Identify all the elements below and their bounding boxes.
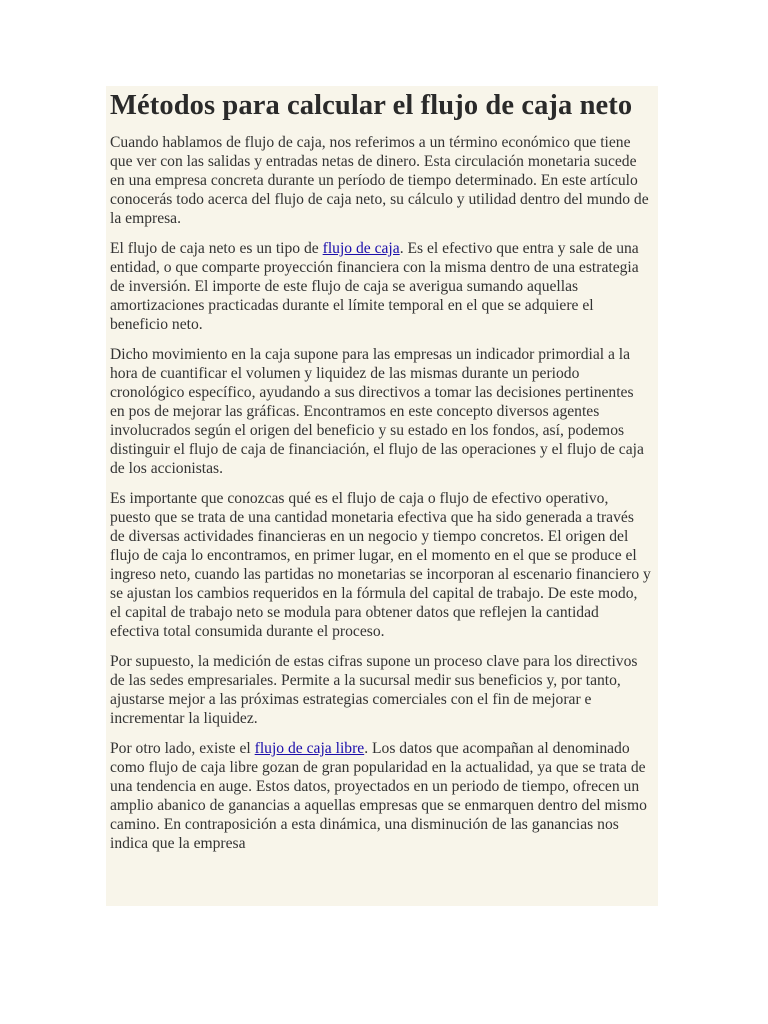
link-flujo-de-caja-libre[interactable]: flujo de caja libre — [254, 740, 365, 757]
paragraph-1: Cuando hablamos de flujo de caja, nos referimos a un término económico que tiene que ver con las salidas y entradas netas de dinero. Esta circulación monetaria sucede en una empresa concreta durante un período de tiempo determinado. En este artículo conocerás todo acerca del flujo de caja neto, su cálculo y utilidad dentro del mundo de la empresa. — [110, 134, 649, 227]
paragraph-6-after: . Los datos que acompañan al denominado como flujo de caja libre gozan de gran popularidad en la actualidad, ya que se trata de una tendencia en auge. Estos datos, proyectados en un periodo de tiempo, ofrecen un amplio abanico de ganancias a aquellas empresas que se enmarquen dentro del mismo camino. En contraposición a esta dinámica, una disminución de las ganancias nos indica que la empresa — [110, 740, 647, 852]
paragraph-2 — [110, 239, 652, 334]
article-title: Métodos para calcular el flujo de caja neto — [110, 90, 633, 121]
article-body — [106, 86, 658, 906]
paragraph-3: Dicho movimiento en la caja supone para las empresas un indicador primordial a la hora de cuantificar el volumen y liquidez de las mismas durante un periodo cronológico específico, ayudando a sus directivos a tomar las decisiones pertinentes en pos de mejorar las gráficas. Encontramos en este concepto diversos agentes involucrados según el origen del beneficio y su estado en los fondos, así, podemos distinguir el flujo de caja de financiación, el flujo de las operaciones y el flujo de caja de los accionistas. — [110, 346, 644, 477]
paragraph-4: Es importante que conozcas qué es el flujo de caja o flujo de efectivo operativo, puesto que se trata de una cantidad monetaria efectiva que ha sido generada a través de diversas actividades financieras en un negocio y tiempo concretos. El origen del flujo de caja lo encontramos, en primer lugar, en el momento en el que se produce el ingreso neto, cuando las partidas no monetarias se incorporan al escenario financiero y se ajustan los cambios requeridos en la fórmula del capital de trabajo. De este modo, el capital de trabajo neto se modula para obtener datos que reflejen la cantidad efectiva total consumida durante el proceso. — [110, 490, 651, 640]
link-flujo-de-caja[interactable]: flujo de caja — [322, 240, 400, 257]
paragraph-2-after: . Es el efectivo que entra y sale de una entidad, o que comparte proyección financiera con la misma dentro de una estrategia de inversión. El importe de este flujo de caja se averigua sumando aquellas amortizaciones practicadas durante el límite temporal en el que se adquiere el beneficio neto. — [110, 240, 639, 333]
paragraph-2-before: El flujo de caja neto es un tipo de — [110, 240, 323, 257]
paragraph-6-before: Por otro lado, existe el — [110, 740, 255, 757]
paragraph-5: Por supuesto, la medición de estas cifras supone un proceso clave para los directivos de las sedes empresariales. Permite a la sucursal medir sus beneficios y, por tanto, ajustarse mejor a las próximas estrategias comerciales con el fin de mejorar e incrementar la liquidez. — [110, 653, 638, 727]
paragraph-6 — [110, 739, 652, 853]
